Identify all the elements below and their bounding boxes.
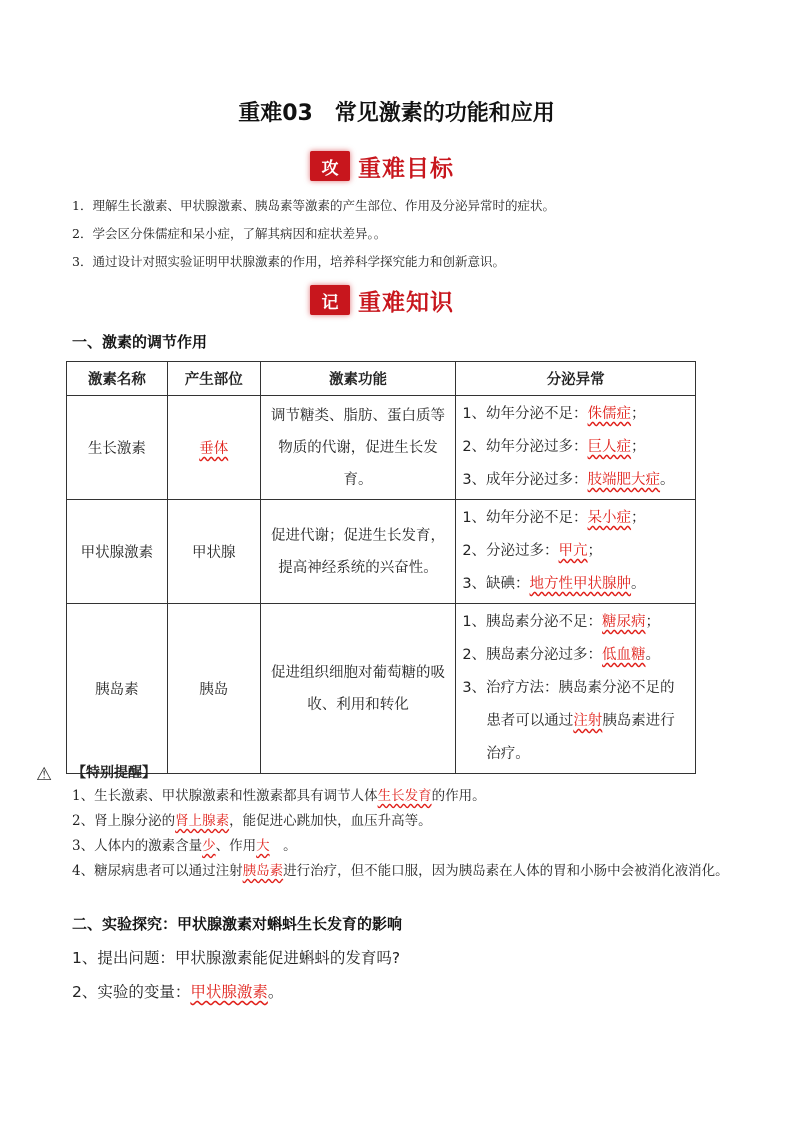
page-title: 重难03 常见激素的功能和应用 — [238, 101, 555, 126]
note-item: 2、肾上腺分泌的肾上腺素，能促进心跳加快，血压升高等。 — [72, 813, 432, 829]
table-header: 激素功能 — [260, 362, 456, 396]
abnormality-list: 1、幼年分泌不足：呆小症； 2、分泌过多：甲亢； 3、缺碘：地方性甲状腺肿。 — [456, 500, 696, 604]
goals-banner — [310, 148, 454, 184]
seal-icon: 记 — [310, 285, 350, 315]
note-item: 3、人体内的激素含量少、作用大 。 — [72, 838, 297, 854]
goal-item: 1．理解生长激素、甲状腺激素、胰岛素等激素的产生部位、作用及分泌异常时的症状。 — [72, 198, 555, 213]
warning-icon: ⚠ — [36, 764, 53, 785]
note-item: 1、生长激素、甲状腺激素和性激素都具有调节人体生长发育的作用。 — [72, 788, 486, 804]
goal-item: 3．通过设计对照实验证明甲状腺激素的作用，培养科学探究能力和创新意识。 — [72, 254, 505, 269]
abnormality-list: 1、幼年分泌不足：侏儒症； 2、幼年分泌过多：巨人症； 3、成年分泌过多：肢端肥大症。 — [456, 396, 696, 500]
hormone-function: 促进组织细胞对葡萄糖的吸收、利用和转化 — [260, 604, 456, 774]
knowledge-banner — [310, 282, 454, 318]
table-header: 激素名称 — [67, 362, 168, 396]
hormone-function: 促进代谢；促进生长发育，提高神经系统的兴奋性。 — [260, 500, 456, 604]
note-item: 4、糖尿病患者可以通过注射胰岛素进行治疗，但不能口服，因为胰岛素在人体的胃和小肠中会被消化液消化。 — [72, 863, 729, 879]
table-row — [67, 500, 696, 604]
goals-banner-title: 重难目标 — [358, 155, 454, 182]
hormone-table — [66, 361, 696, 774]
step-item: 1、提出问题：甲状腺激素能促进蝌蚪的发育吗? — [72, 949, 401, 967]
production-site: 胰岛 — [167, 604, 260, 774]
hormone-name: 胰岛素 — [67, 604, 168, 774]
hormone-name: 甲状腺激素 — [67, 500, 168, 604]
table-row — [67, 604, 696, 774]
production-site: 垂体 — [199, 441, 229, 457]
table-header: 产生部位 — [167, 362, 260, 396]
section-heading: 二、实验探究：甲状腺激素对蝌蚪生长发育的影响 — [72, 915, 403, 933]
knowledge-banner-title: 重难知识 — [358, 289, 454, 316]
production-site: 甲状腺 — [167, 500, 260, 604]
section-heading: 一、激素的调节作用 — [72, 333, 208, 351]
table-header-row — [67, 362, 696, 396]
abnormality-list: 1、胰岛素分泌不足：糖尿病； 2、胰岛素分泌过多：低血糖。 3、治疗方法：胰岛素分泌不足的患者可以通过注射胰岛素进行治疗。 — [456, 604, 696, 774]
hormone-name: 生长激素 — [67, 396, 168, 500]
step-item: 2、实验的变量：甲状腺激素。 — [72, 983, 284, 1001]
hormone-function: 调节糖类、脂肪、蛋白质等物质的代谢，促进生长发育。 — [260, 396, 456, 500]
table-header: 分泌异常 — [456, 362, 696, 396]
note-title: 【特别提醒】 — [72, 765, 156, 781]
table-row — [67, 396, 696, 500]
seal-icon: 攻 — [310, 151, 350, 181]
goal-item: 2．学会区分侏儒症和呆小症，了解其病因和症状差异。。 — [72, 226, 387, 241]
